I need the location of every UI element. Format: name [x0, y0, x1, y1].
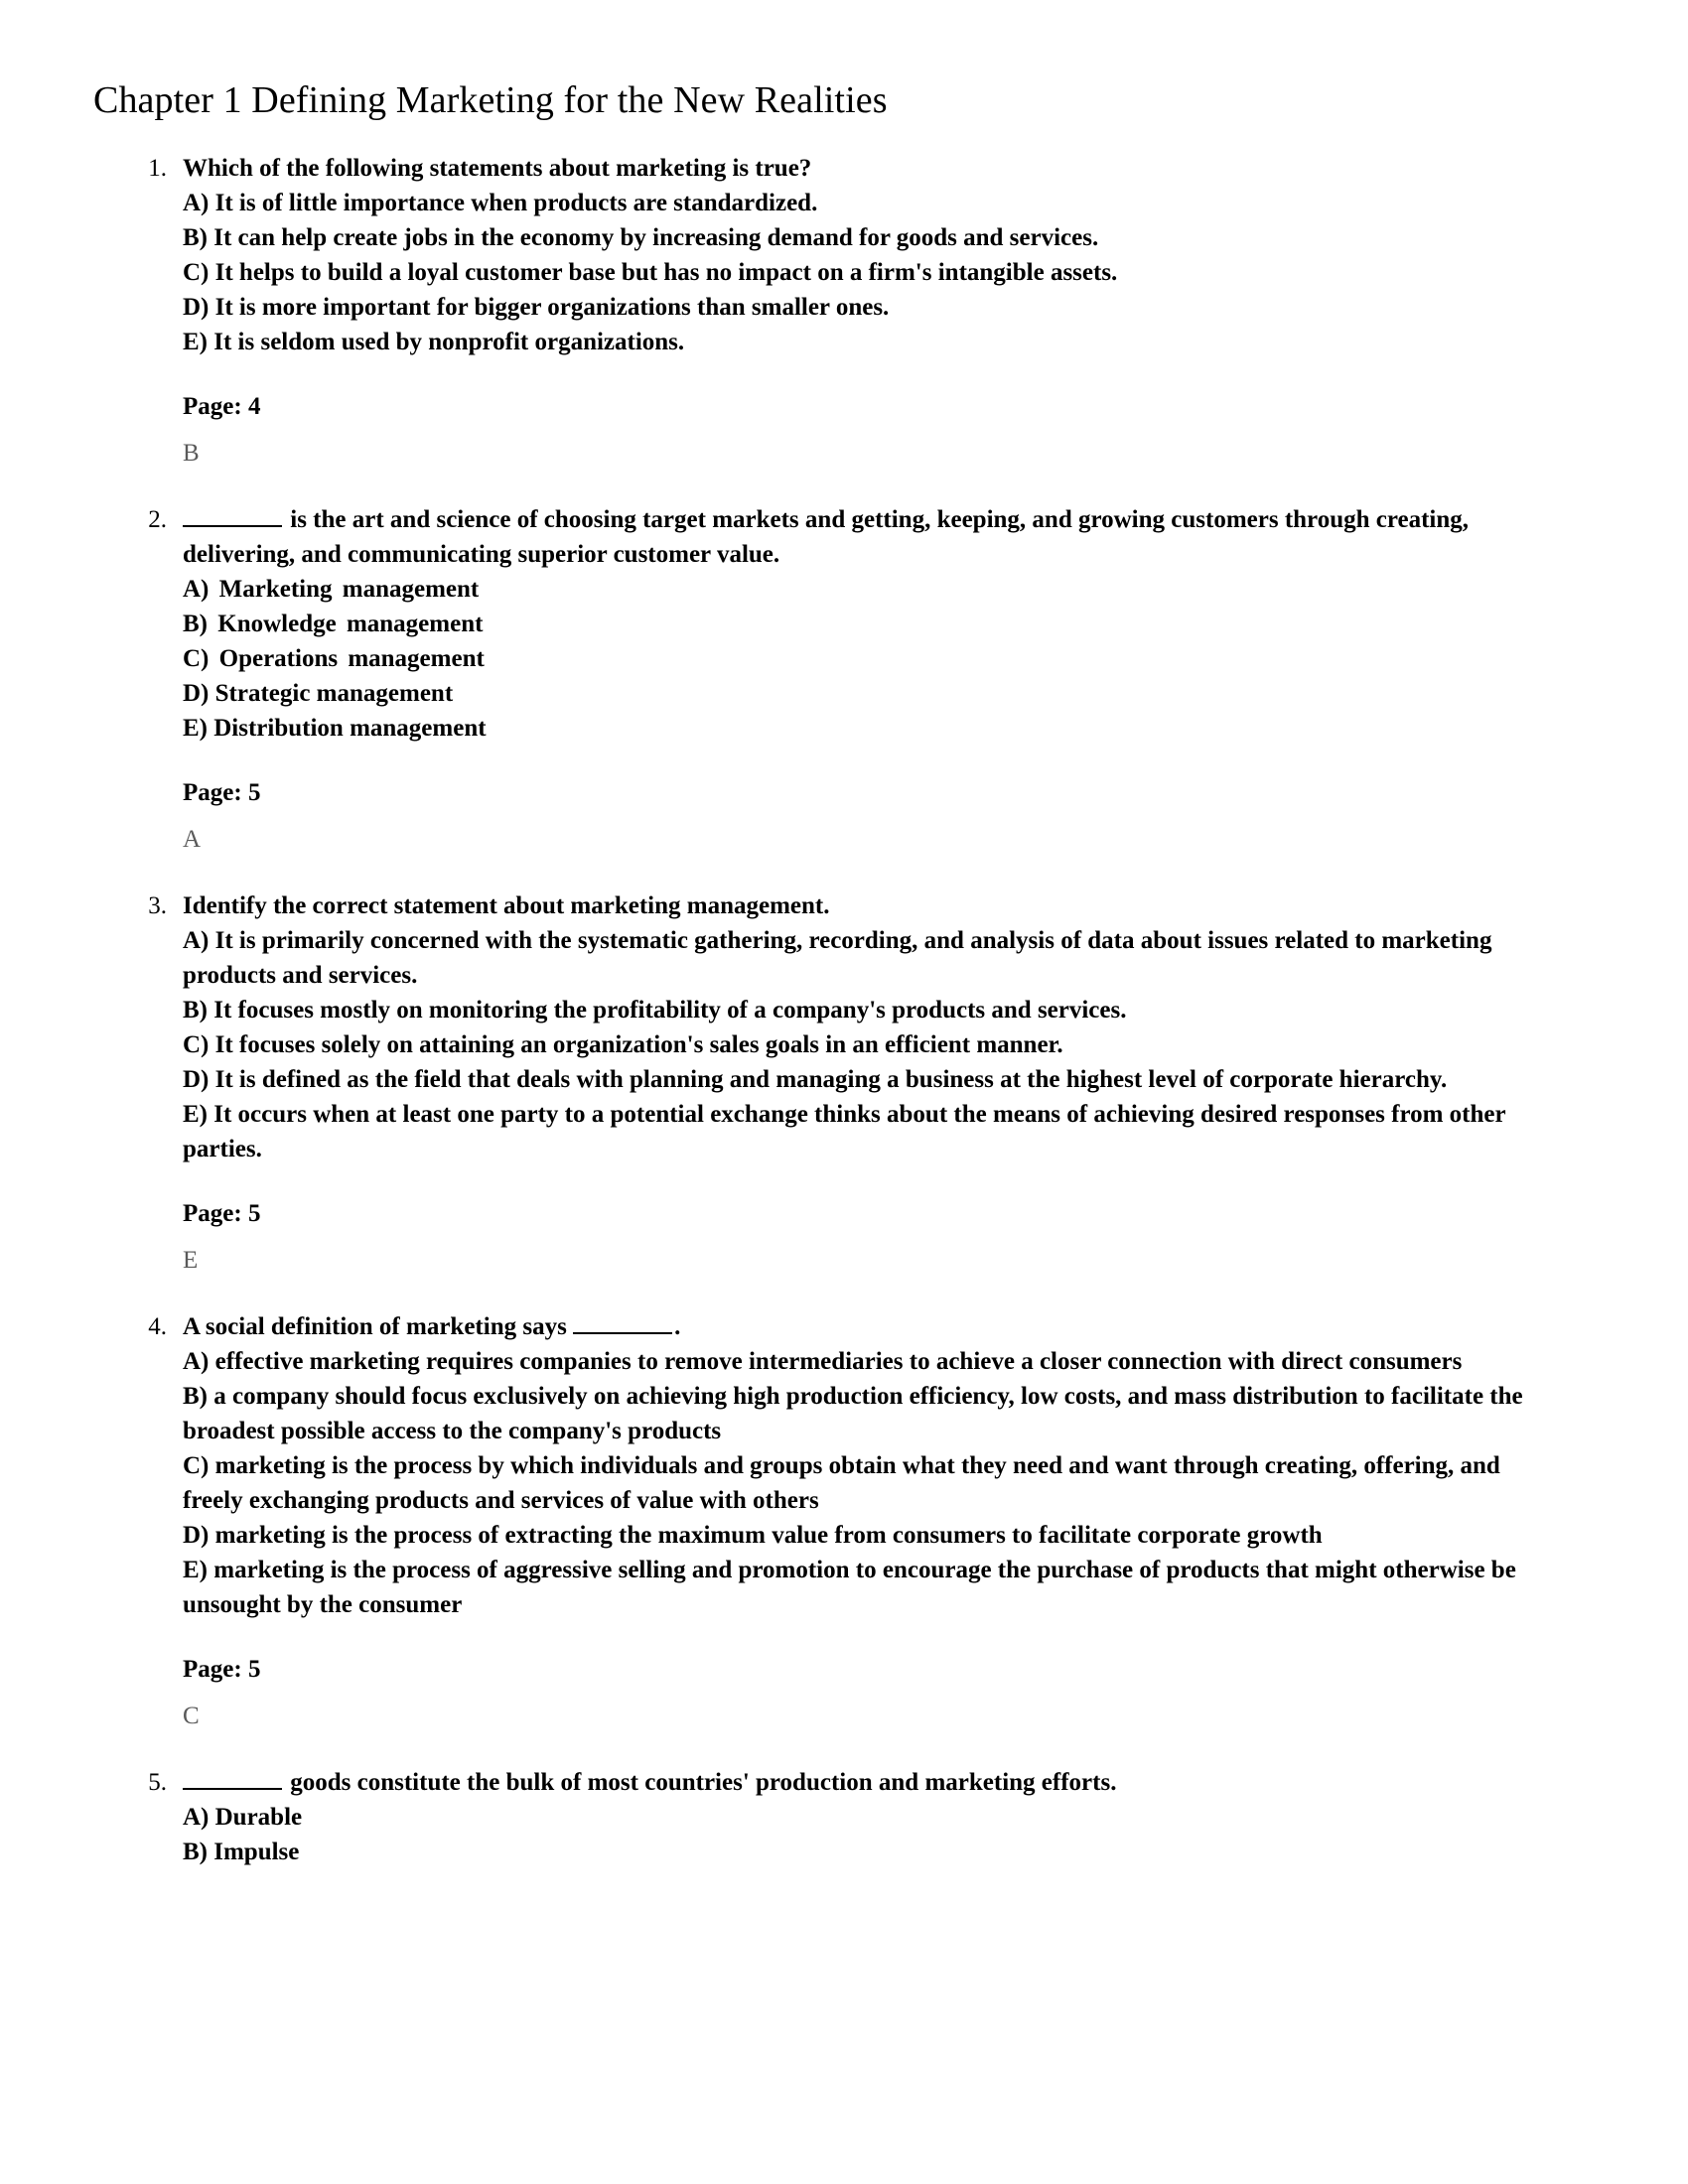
question-number-2: 2.	[148, 506, 167, 533]
question-option-2-d[interactable]: D) Strategic management	[183, 680, 454, 707]
question-option-4-d[interactable]: D) marketing is the process of extracting the maximum value from consumers to facilitate corporate growth	[183, 1522, 1323, 1549]
question-stem-4-text-after: .	[674, 1313, 681, 1340]
page-reference-3: Page: 5	[183, 1200, 261, 1227]
question-stem-4	[183, 1309, 1553, 1344]
question-spacer	[0, 1733, 1688, 1765]
question-option-4-a[interactable]: A) effective marketing requires companies to remove intermediaries to achieve a closer connection with direct consumers	[183, 1348, 1463, 1375]
question-meta-1	[183, 389, 1688, 471]
question-option-3-c[interactable]: C) It focuses solely on attaining an organization's sales goals in an efficient manner.	[183, 1031, 1063, 1058]
question-body-1	[183, 151, 1553, 359]
question-item-3	[0, 888, 1688, 1278]
question-option-3-d[interactable]: D) It is defined as the field that deals with planning and managing a business at the highest level of corporate hierarchy.	[183, 1066, 1448, 1093]
question-option-1-c[interactable]: C) It helps to build a loyal customer base but has no impact on a firm's intangible assets.	[183, 259, 1118, 286]
question-spacer	[0, 857, 1688, 888]
question-stem-2	[183, 502, 1553, 572]
page-reference-2: Page: 5	[183, 779, 261, 806]
question-stem-3: Identify the correct statement about marketing management.	[183, 892, 830, 919]
question-stem-5	[183, 1765, 1553, 1800]
page-reference-4: Page: 5	[183, 1656, 261, 1683]
question-option-2-e[interactable]: E) Distribution management	[183, 715, 487, 742]
question-option-5-b[interactable]: B) Impulse	[183, 1839, 300, 1865]
question-meta-3	[183, 1196, 1688, 1278]
page-reference-1: Page: 4	[183, 393, 261, 420]
question-body-5	[183, 1765, 1553, 1869]
question-option-2-a[interactable]: A) Marketing management	[183, 576, 480, 603]
question-option-1-d[interactable]: D) It is more important for bigger organizations than smaller ones.	[183, 294, 890, 321]
fill-in-blank-icon	[183, 1770, 282, 1790]
question-number-1: 1.	[148, 155, 167, 182]
question-meta-4	[183, 1652, 1688, 1733]
answer-key-3: E	[183, 1247, 199, 1274]
question-item-2	[0, 502, 1688, 857]
question-item-4	[0, 1309, 1688, 1733]
question-body-2	[183, 502, 1553, 746]
question-option-3-a[interactable]: A) It is primarily concerned with the systematic gathering, recording, and analysis of data about issues related to marketing products and services.	[183, 927, 1492, 989]
question-body-3	[183, 888, 1553, 1166]
page-title: Chapter 1 Defining Marketing for the New Realities	[93, 79, 888, 121]
question-option-4-b[interactable]: B) a company should focus exclusively on achieving high production efficiency, low costs, and mass distribution to facilitate the broadest possible access to the company's products	[183, 1383, 1523, 1444]
answer-key-1: B	[183, 440, 200, 467]
question-option-2-b[interactable]: B) Knowledge management	[183, 611, 484, 637]
question-option-1-b[interactable]: B) It can help create jobs in the economy by increasing demand for goods and services.	[183, 224, 1099, 251]
question-number-4: 4.	[148, 1313, 167, 1340]
question-option-4-e[interactable]: E) marketing is the process of aggressive selling and promotion to encourage the purchase of products that might otherwise be unsought by the consumer	[183, 1557, 1516, 1618]
question-option-1-a[interactable]: A) It is of little importance when products are standardized.	[183, 190, 818, 216]
question-body-4	[183, 1309, 1553, 1622]
question-list	[0, 151, 1688, 1869]
question-spacer	[0, 471, 1688, 502]
question-option-1-e[interactable]: E) It is seldom used by nonprofit organizations.	[183, 329, 685, 355]
question-option-2-c[interactable]: C) Operations management	[183, 645, 485, 672]
question-item-5	[0, 1765, 1688, 1869]
answer-key-4: C	[183, 1703, 200, 1729]
question-number-5: 5.	[148, 1769, 167, 1796]
question-option-4-c[interactable]: C) marketing is the process by which individuals and groups obtain what they need and want through creating, offering, and freely exchanging products and services of value with others	[183, 1452, 1500, 1514]
question-stem-2-text: is the art and science of choosing target markets and getting, keeping, and growing customers through creating, delivering, and communicating superior customer value.	[183, 506, 1470, 568]
question-stem-5-text: goods constitute the bulk of most countries' production and marketing efforts.	[284, 1769, 1117, 1796]
fill-in-blank-icon	[183, 507, 282, 527]
question-meta-2	[183, 775, 1688, 857]
question-stem-1: Which of the following statements about marketing is true?	[183, 155, 812, 182]
answer-key-2: A	[183, 826, 202, 853]
question-option-3-b[interactable]: B) It focuses mostly on monitoring the profitability of a company's products and services.	[183, 997, 1127, 1024]
question-option-3-e[interactable]: E) It occurs when at least one party to a potential exchange thinks about the means of achieving desired responses from other parties.	[183, 1101, 1506, 1162]
question-option-5-a[interactable]: A) Durable	[183, 1804, 303, 1831]
question-item-1	[0, 151, 1688, 471]
fill-in-blank-icon	[573, 1314, 672, 1334]
question-spacer	[0, 1278, 1688, 1309]
question-number-3: 3.	[148, 892, 167, 919]
question-stem-4-text-before: A social definition of marketing says	[183, 1313, 574, 1340]
